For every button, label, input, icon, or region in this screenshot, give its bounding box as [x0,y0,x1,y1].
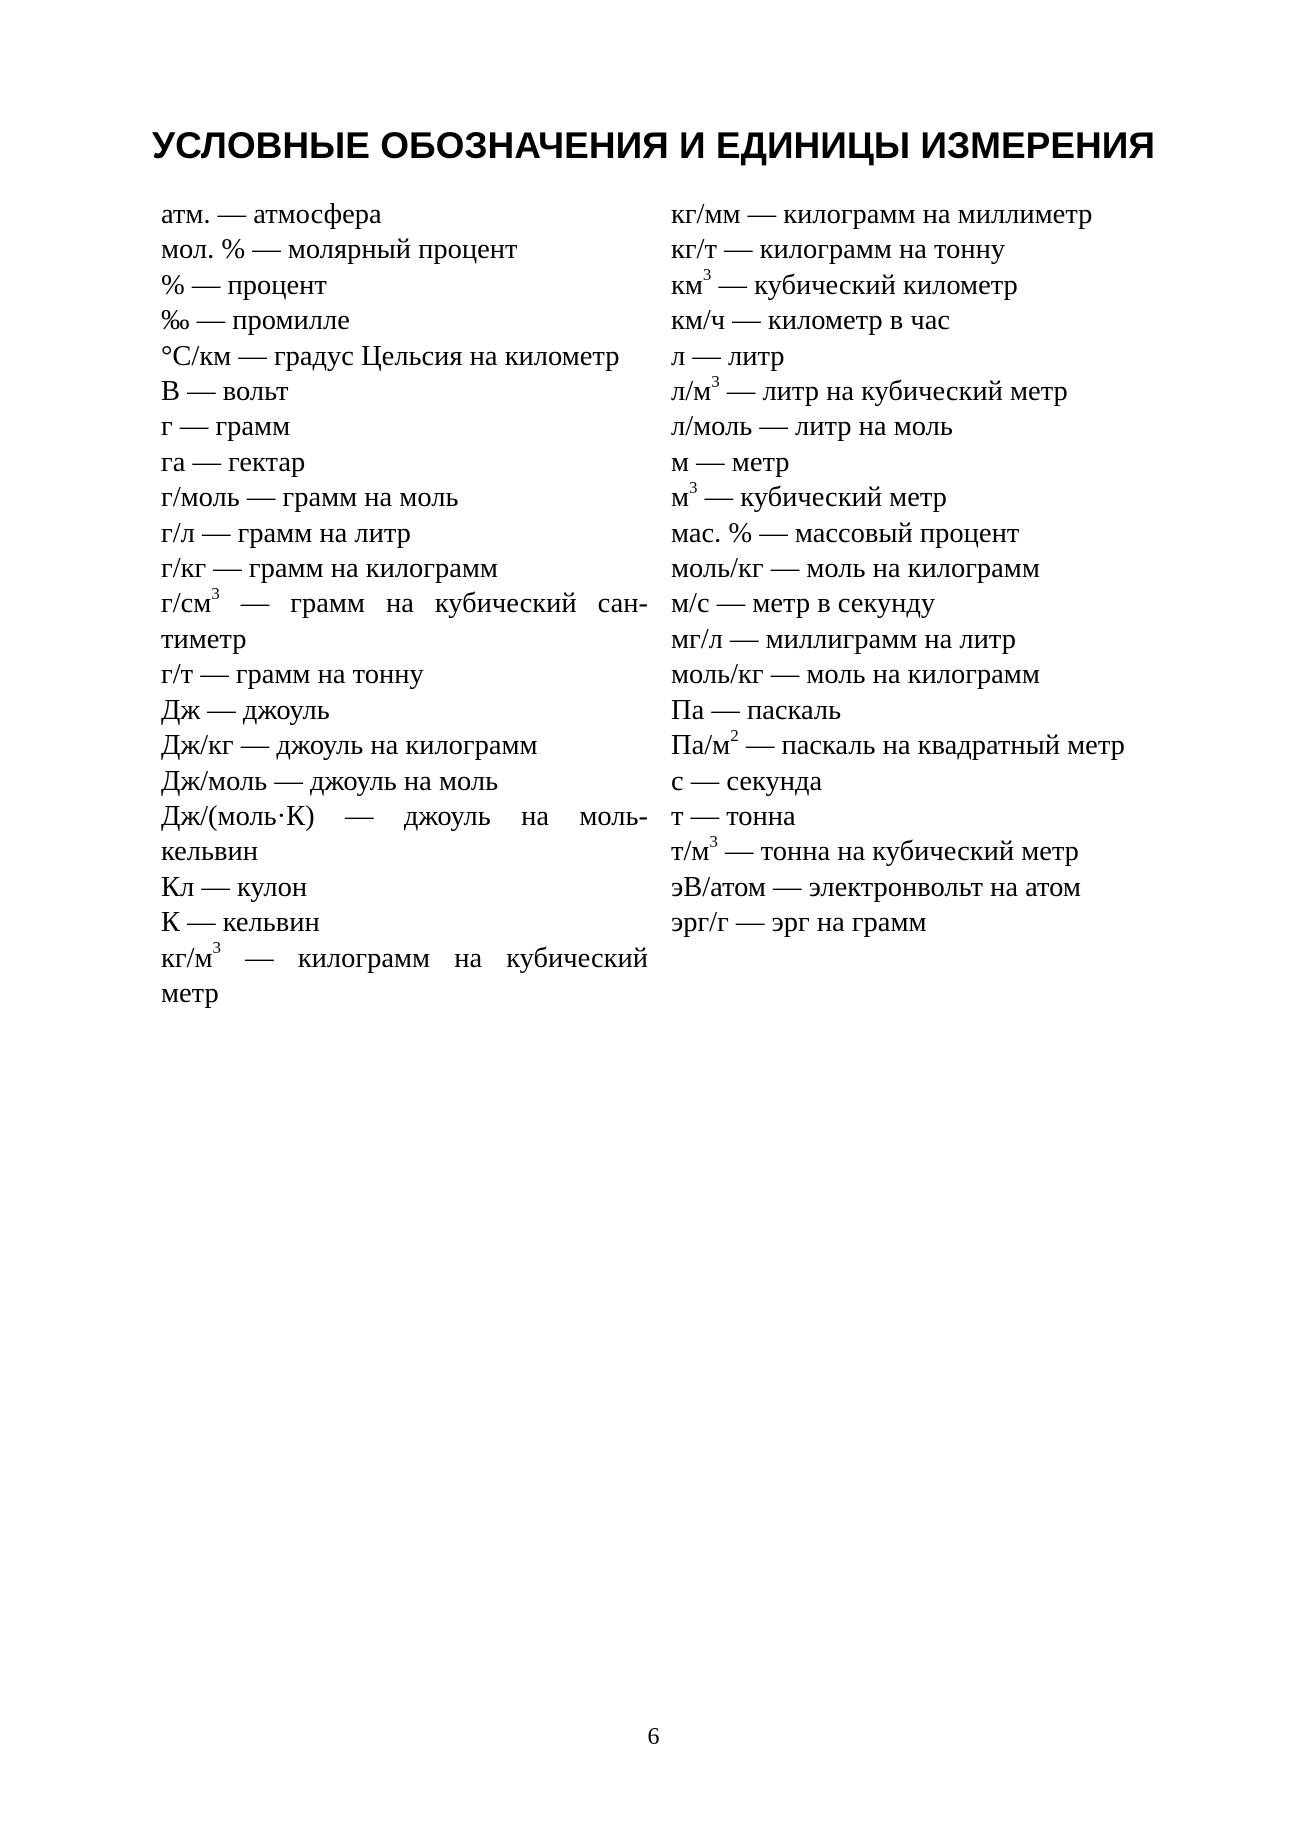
entry-definition: молярный процент [287,234,518,266]
glossary-entry [671,799,1171,834]
entry-separator: — [245,942,274,974]
entry-definition: тонна [726,800,796,832]
glossary-entry [161,728,648,763]
glossary-entry [671,693,1171,728]
entry-separator: — [240,588,270,620]
entry-line [161,583,649,621]
entry-separator: — [274,765,303,797]
glossary-entry [161,339,648,374]
entry-separator: — [201,871,230,903]
entry-abbreviation: эрг/г [671,907,729,939]
glossary-entry [671,831,1171,869]
entry-definition: эрг на грамм [771,907,927,939]
glossary-entry [161,657,648,692]
entry-separator: — [711,694,740,726]
glossary-entry [161,583,649,657]
glossary-entry [671,303,1171,338]
entry-abbreviation: г/кг [161,553,207,585]
entry-separator: — [735,907,765,939]
entry-separator: — [196,305,226,337]
entry-abbreviation: т/м [671,836,710,868]
entry-abbreviation: ‰ [161,305,190,337]
entry-definition: электронвольт на атом [808,871,1081,903]
entry-definition: процент [227,269,327,301]
entry-abbreviation: Па/м [671,730,731,762]
page-title: УСЛОВНЫЕ ОБОЗНАЧЕНИЯ И ЕДИНИЦЫ ИЗМЕРЕНИЯ [152,125,1155,166]
glossary-entry [671,764,1171,799]
entry-abbreviation: л/м [671,376,712,408]
entry-definition: литр [727,340,785,372]
entry-abbreviation: моль/кг [671,553,764,585]
entry-abbreviation: км [671,269,703,301]
entry-separator: — [770,553,800,585]
entry-superscript: 3 [702,265,712,285]
entry-abbreviation: мг/л [671,623,723,655]
entry-definition: грамм [215,411,291,443]
entry-abbreviation: км/ч [671,305,726,337]
glossary-entry [671,371,1171,409]
entry-line [161,799,648,834]
entry-superscript: 3 [212,938,221,958]
entry-definition-continuation: метр [161,977,219,1009]
entry-separator: — [213,553,242,585]
entry-abbreviation: г/т [161,659,194,691]
entry-definition: грамм на тонну [235,659,424,691]
entry-definition: килограмм на миллиметр [783,199,1093,230]
entry-abbreviation: кг/мм [671,199,741,230]
glossary-entry [671,339,1171,374]
glossary-entry [161,303,648,338]
entry-definition: джоуль на моль [309,765,499,797]
glossary-entry [671,657,1171,692]
glossary-entry [161,870,648,905]
entry-superscript: 2 [730,725,739,745]
glossary-entry [161,764,648,799]
entry-abbreviation: га [161,446,186,478]
entry-definition: грамм на моль [282,482,459,514]
entry-abbreviation: % [161,269,185,301]
entry-abbreviation: К [161,907,181,939]
entry-abbreviation: Кл [161,871,195,903]
entry-separator: — [187,907,216,939]
entry-abbreviation: атм. [161,199,211,230]
entry-separator: — [732,305,761,337]
entry-definition: килограмм на кубический [297,942,649,974]
entry-definition: литр на моль [795,411,953,443]
entry-separator: — [747,199,777,230]
glossary-entry [161,905,648,940]
entry-separator: — [730,623,759,655]
entry-separator: — [718,269,748,301]
entry-superscript: 3 [211,583,220,603]
glossary-entry [671,265,1171,303]
entry-definition: паскаль [746,694,842,726]
entry-separator: — [690,765,720,797]
glossary-entry [671,870,1171,905]
entry-separator: — [773,871,802,903]
entry-separator: — [690,800,720,832]
glossary-entry [671,409,1171,444]
entry-definition: миллиграмм на литр [765,623,1016,655]
entry-definition: кубический метр [740,482,947,514]
glossary-entry [161,232,648,267]
glossary-entry [671,905,1171,940]
entry-definition: джоуль [242,694,330,726]
glossary-entry [161,409,648,444]
entry-separator: — [770,659,800,691]
glossary-entry [671,197,1171,232]
entry-superscript: 3 [711,371,720,391]
entry-separator: — [207,694,236,726]
glossary-entry [671,477,1171,515]
entry-separator: — [240,730,270,762]
entry-definition: километр в час [767,305,950,337]
glossary-entry [161,938,649,1012]
entry-abbreviation: Па [671,694,705,726]
glossary-entry [671,622,1171,657]
entry-abbreviation: с [671,765,684,797]
page-number: 6 [647,1724,660,1750]
glossary-entry [161,445,648,480]
entry-abbreviation: г/л [161,517,195,549]
entry-definition: массовый процент [794,517,1020,549]
entry-superscript: 3 [689,477,698,497]
entry-abbreviation: Дж/кг [161,730,234,762]
entry-separator: — [692,340,721,372]
entry-definition: кельвин [222,907,320,939]
entry-abbreviation: кг/м [161,942,213,974]
entry-definition: атмосфера [253,199,382,230]
entry-abbreviation: кг/т [671,234,717,266]
glossary-entry [671,232,1171,267]
entry-abbreviation: л/моль [671,411,753,443]
entry-definition: джоуль на моль- [403,800,648,832]
entry-definition: промилле [232,305,350,337]
entry-superscript: 3 [709,831,718,851]
entry-definition: вольт [222,376,289,408]
entry-separator: — [759,517,788,549]
entry-separator: — [704,482,734,514]
glossary-entry [161,551,648,586]
entry-definition: литр на кубический метр [762,376,1068,408]
left-column [161,197,648,1011]
entry-definition: метр в секунду [752,588,936,620]
glossary-entry [161,693,648,728]
entry-definition: моль на килограмм [806,553,1040,585]
entry-abbreviation: г/моль [161,482,240,514]
entry-separator: — [192,446,221,478]
entry-definition: килограмм на тонну [759,234,1006,266]
entry-separator: — [345,800,374,832]
entry-separator: — [696,446,725,478]
entry-definition: джоуль на килограмм [276,730,538,762]
entry-separator: — [191,269,221,301]
glossary-entry [161,197,648,232]
entry-definition-continuation: тиметр [161,623,247,655]
glossary-entry [161,516,648,551]
glossary-entry [161,374,648,409]
entry-abbreviation: Дж [161,694,201,726]
entry-abbreviation: Дж/моль [161,765,268,797]
entry-definition: гектар [228,446,306,478]
entry-abbreviation: мол. % [161,234,246,266]
entry-definition: кулон [236,871,308,903]
glossary-entry [161,799,648,870]
glossary-entry [671,725,1171,763]
glossary-entry [671,516,1171,551]
entry-separator: — [201,517,231,549]
right-column [671,197,1171,941]
entry-abbreviation: т [671,800,684,832]
entry-separator: — [238,340,267,372]
entry-abbreviation: эВ/атом [671,871,766,903]
glossary-entry [671,586,1171,621]
entry-abbreviation: Дж/(моль·К) [161,800,315,832]
entry-separator: — [745,730,775,762]
glossary-entry [161,268,648,303]
entry-abbreviation: м/с [671,588,710,620]
entry-definition: грамм на литр [237,517,411,549]
glossary-entry [671,445,1171,480]
entry-separator: — [187,376,216,408]
entry-definition: грамм на килограмм [248,553,498,585]
entry-definition-continuation: кельвин [161,836,258,868]
entry-abbreviation: г/см [161,588,212,620]
entry-definition: паскаль на квадратный метр [781,730,1125,762]
entry-abbreviation: В [161,376,181,408]
entry-definition: грамм на кубический сан- [290,588,649,620]
entry-separator: — [726,376,756,408]
entry-abbreviation: м [671,446,690,478]
entry-definition: метр [731,446,790,478]
entry-separator: — [217,199,247,230]
entry-separator: — [179,411,209,443]
entry-separator: — [724,234,753,266]
entry-definition: тонна на кубический метр [760,836,1079,868]
entry-abbreviation: мас. % [671,517,753,549]
entry-separator: — [200,659,229,691]
entry-line [161,938,649,976]
entry-separator: — [246,482,276,514]
entry-separator: — [252,234,281,266]
entry-abbreviation: м [671,482,690,514]
entry-definition: кубический километр [754,269,1018,301]
entry-abbreviation: моль/кг [671,659,764,691]
entry-abbreviation: г [161,411,173,443]
entry-abbreviation: °С/км [161,340,232,372]
entry-abbreviation: л [671,340,686,372]
entry-definition: секунда [726,765,823,797]
glossary-entry [671,551,1171,586]
entry-separator: — [725,836,754,868]
entry-definition: градус Цельсия на километр [273,340,620,372]
entry-separator: — [759,411,788,443]
entry-separator: — [716,588,746,620]
entry-definition: моль на килограмм [806,659,1040,691]
glossary-entry [161,480,648,515]
